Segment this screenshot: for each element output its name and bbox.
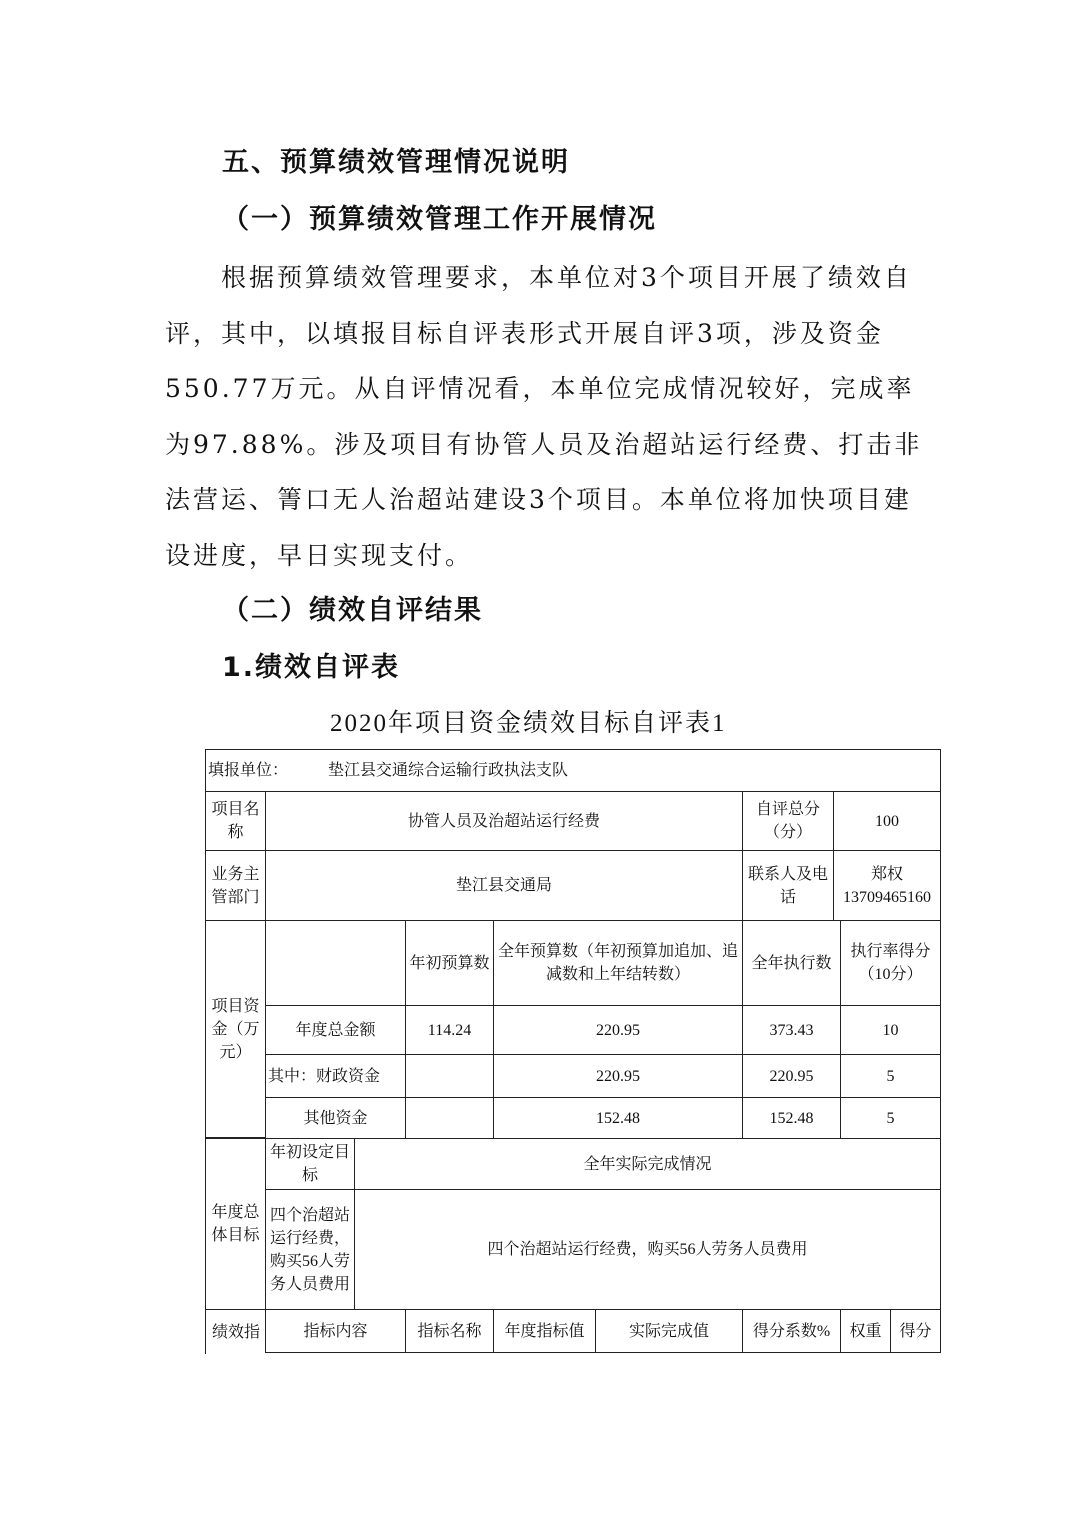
funds-row-score: 5 [840,1097,941,1139]
subheading-management: （一）预算绩效管理工作开展情况 [222,204,657,235]
dept-label: 业务主管部门 [205,850,266,921]
funds-row-annual: 220.95 [493,1005,743,1055]
goals-group-label: 年度总体目标 [205,1138,266,1310]
goals-actual-value: 四个治超站运行经费，购买56人劳务人员费用 [354,1189,941,1310]
goals-initial-value: 四个治超站运行经费，购买56人劳务人员费用 [265,1189,355,1310]
funds-row-score: 10 [840,1005,941,1055]
goals-actual-header: 全年实际完成情况 [354,1138,941,1190]
indicator-header: 得分系数% [742,1309,841,1353]
funds-row-score: 5 [840,1054,941,1098]
funds-row-executed: 220.95 [742,1054,841,1098]
indicator-header: 权重 [840,1309,891,1353]
funds-row-executed: 152.48 [742,1097,841,1139]
subheading-table: 1.绩效自评表 [222,652,401,683]
funds-row-label: 年度总金额 [265,1005,406,1055]
funds-header-executed: 全年执行数 [742,920,841,1006]
indicator-header: 年度指标值 [493,1309,596,1353]
contact-value: 郑权 13709465160 [833,850,941,921]
indicator-header: 实际完成值 [595,1309,743,1353]
table-caption: 2020年项目资金绩效目标自评表1 [330,710,727,737]
reporting-unit-row [205,749,941,792]
contact-label: 联系人及电话 [742,850,834,921]
body-paragraph: 根据预算绩效管理要求，本单位对3个项目开展了绩效自评，其中，以填报目标自评表形式开展自评3项，涉及资金550.77万元。从自评情况看，本单位完成情况较好，完成率为97.88%。涉及项目有协管人员及治超站运行经费、打击非法营运、箐口无人治超站建设3个项目。本单位将加快项目建设进度，早日实现支付。 [165,263,923,570]
reporting-unit-label: 填报单位： [208,762,289,779]
project-name-label: 项目名称 [205,791,266,851]
indicator-header: 指标名称 [405,1309,494,1353]
funds-row-initial [405,1097,494,1139]
indicators-group-label: 绩效指 [205,1309,266,1354]
funds-row-initial: 114.24 [405,1005,494,1055]
reporting-unit-value: 垫江县交通综合运输行政执法支队 [328,762,569,779]
funds-group-label: 项目资金（万元） [205,920,266,1138]
funds-header-annual: 全年预算数（年初预算加追加、追减数和上年结转数） [493,920,743,1006]
indicator-header: 指标内容 [265,1309,406,1353]
funds-header-blank [265,920,406,1006]
funds-row-executed: 373.43 [742,1005,841,1055]
project-name-value: 协管人员及治超站运行经费 [265,791,743,851]
subheading-results: （二）绩效自评结果 [222,595,483,626]
funds-row-annual: 152.48 [493,1097,743,1139]
funds-row-label: 其中：财政资金 [265,1054,406,1098]
funds-header-score: 执行率得分（10分） [840,920,941,1006]
funds-row-annual: 220.95 [493,1054,743,1098]
funds-row-initial [405,1054,494,1098]
total-score-label: 自评总分（分） [742,791,834,851]
section-heading: 五、预算绩效管理情况说明 [222,147,570,178]
goals-initial-header: 年初设定目标 [265,1138,355,1190]
funds-row-label: 其他资金 [265,1097,406,1139]
indicator-header: 得分 [890,1309,941,1353]
dept-value: 垫江县交通局 [265,850,743,921]
funds-header-initial: 年初预算数 [405,920,494,1006]
total-score-value: 100 [833,791,941,851]
